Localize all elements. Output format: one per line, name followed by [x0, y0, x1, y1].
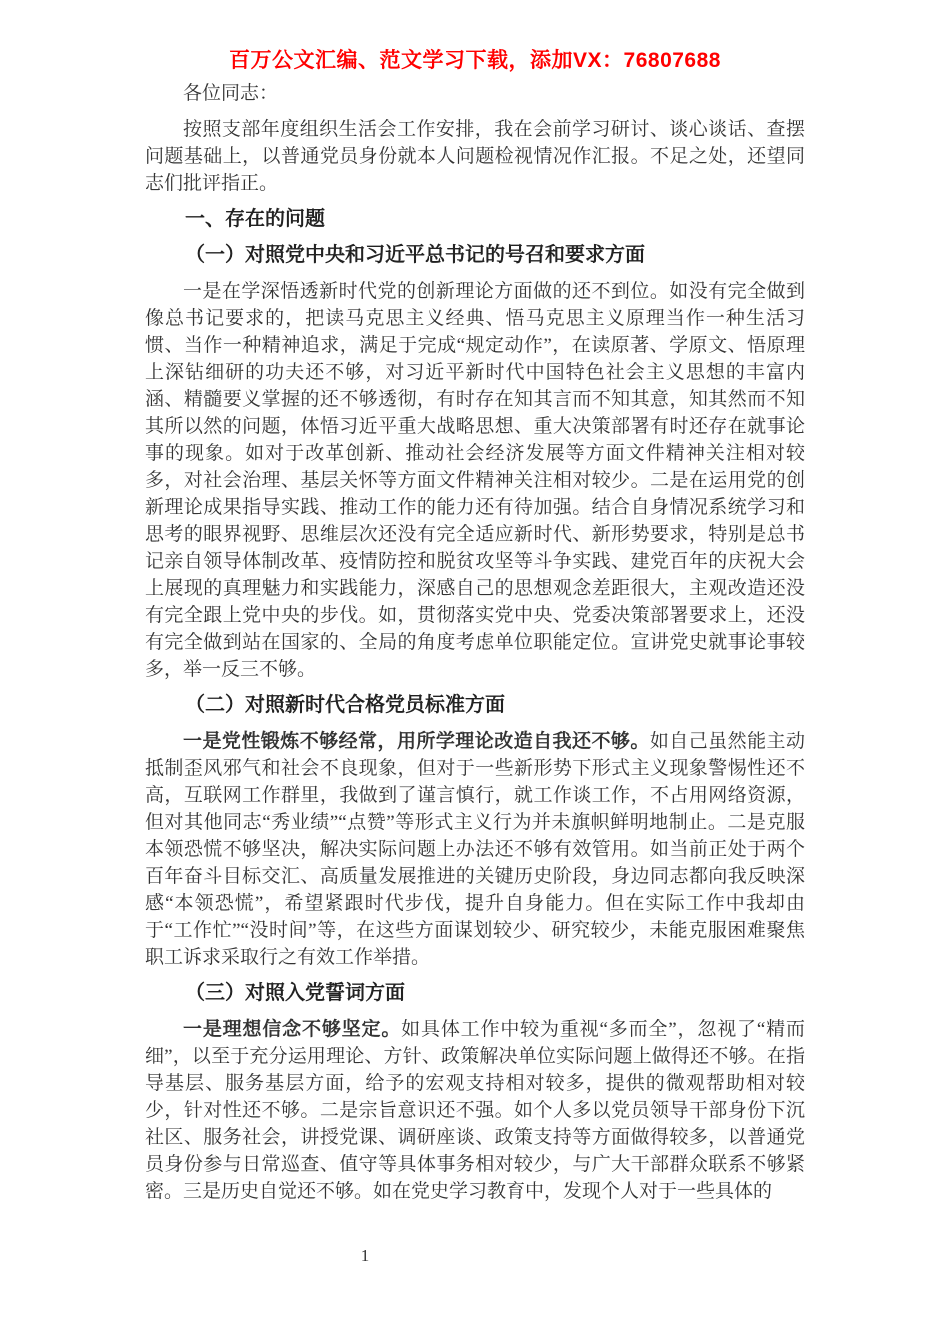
body-paragraph	[145, 1016, 805, 1205]
body-paragraph	[145, 278, 805, 683]
subsection-heading	[145, 980, 805, 1007]
subsection-heading	[145, 692, 805, 719]
text-run: 如具体工作中较为重视“多而全”，忽视了“精而细”，以至于充分运用理论、方针、政策解决单位实际问题上做得还不够。在指导基层、服务基层方面，给予的宏观支持相对较多，提供的微观帮助相对较少，针对性还不够。二是宗旨意识还不强。如个人多以党员领导干部身份下沉社区、服务社会，讲授党课、调研座谈、政策支持等方面做得较多，以普通党员身份参与日常巡查、值守等具体事务相对较少，与广大干部群众联系不够紧密。三是历史自觉还不够。如在党史学习教育中，发现个人对于一些具体的	[145, 1019, 805, 1202]
emphasis-run: 一是理想信念不够坚定。	[183, 1019, 402, 1040]
text-run: 一是在学深悟透新时代党的创新理论方面做的还不到位。如没有完全做到像总书记要求的，把读马克思主义经典、悟马克思主义原理当作一种生活习惯、当作一种精神追求，满足于完成“规定动作”，在读原著、学原文、悟原理上深钻细研的功夫还不够，对习近平新时代中国特色社会主义思想的丰富内涵、精髓要义掌握的还不够透彻，有时存在知其言而不知其意，知其然而不知其所以然的问题，体悟习近平重大战略思想、重大决策部署有时还存在就事论事的现象。如对于改革创新、推动社会经济发展等方面文件精神关注相对较多，对社会治理、基层关怀等方面文件精神关注相对较少。二是在运用党的创新理论成果指导实践、推动工作的能力还有待加强。结合自身情况系统学习和思考的眼界视野、思维层次还没有完全适应新时代、新形势要求，特别是总书记亲自领导体制改革、疫情防控和脱贫攻坚等斗争实践、建党百年的庆祝大会上展现的真理魅力和实践能力，深感自己的思想观念差距很大，主观改造还没有完全跟上党中央的步伐。如，贯彻落实党中央、党委决策部署要求上，还没有完全做到站在国家的、全局的角度考虑单位职能定位。宣讲党史就事论事较多，举一反三不够。	[145, 281, 805, 680]
text-run: 按照支部年度组织生活会工作安排，我在会前学习研讨、谈心谈话、查摆问题基础上，以普通党员身份就本人问题检视情况作汇报。不足之处，还望同志们批评指正。	[145, 119, 805, 194]
body-paragraph	[145, 116, 805, 197]
emphasis-run: （三）对照入党誓词方面	[185, 982, 405, 1004]
emphasis-run: （一）对照党中央和习近平总书记的号召和要求方面	[185, 244, 645, 266]
watermark-notice: 百万公文汇编、范文学习下载，添加VX：76807688	[229, 49, 721, 72]
emphasis-run: 一是党性锻炼不够经常，用所学理论改造自我还不够。	[183, 731, 650, 752]
emphasis-run: （二）对照新时代合格党员标准方面	[185, 694, 505, 716]
page-number: 1	[360, 1246, 370, 1265]
salutation	[145, 80, 805, 107]
text-run: 如自己虽然能主动抵制歪风邪气和社会不良现象，但对于一些新形势下形式主义现象警惕性还不高，互联网工作群里，我做到了谨言慎行，就工作谈工作，不占用网络资源，但对其他同志“秀业绩”“点赞”等形式主义行为并未旗帜鲜明地制止。二是克服本领恐慌不够坚决，解决实际问题上办法还不够有效管用。如当前正处于两个百年奋斗目标交汇、高质量发展推进的关键历史阶段，身边同志都向我反映深感“本领恐慌”，希望紧跟时代步伐，提升自身能力。但在实际工作中我却由于“工作忙”“没时间”等，在这些方面谋划较少、研究较少，未能克服困难聚焦职工诉求采取行之有效工作举措。	[145, 731, 805, 968]
emphasis-run: 一、存在的问题	[185, 208, 325, 230]
section-heading	[145, 206, 805, 233]
text-run: 各位同志：	[183, 83, 279, 104]
body-paragraph	[145, 728, 805, 971]
document-body	[145, 80, 805, 1205]
subsection-heading	[145, 242, 805, 269]
